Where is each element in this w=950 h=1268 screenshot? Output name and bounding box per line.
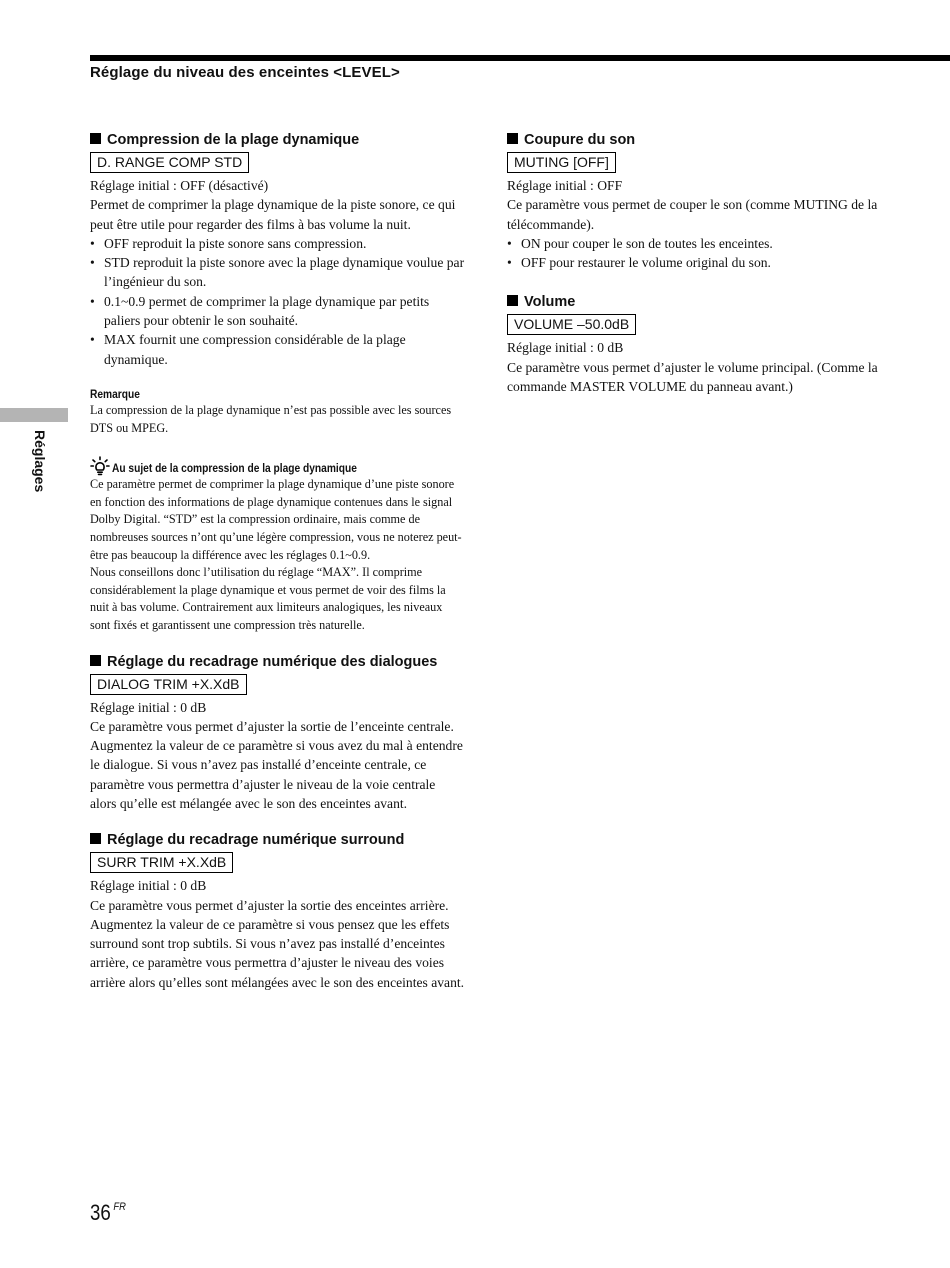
display-readout: DIALOG TRIM +X.XdB: [90, 674, 247, 695]
tip-heading: Au sujet de la compression de la plage dynamique: [112, 461, 357, 476]
lightbulb-hint-icon: [90, 456, 110, 476]
section-surround-trim: [90, 830, 465, 992]
section-heading: Volume: [507, 292, 887, 312]
tip-text: Nous conseillons donc l’utilisation du réglage “MAX”. Il comprime considérablement la plage dynamique et vous permet de voir des films la nuit à bas volume. Contrairement aux limiteurs analogiques, les niveaux sont fixés et garantissent une compression très naturelle.: [90, 565, 446, 632]
body-text: Augmentez la valeur de ce paramètre si vous pensez que les effets surround sont trop subtils. Si vous n’avez pas installé d’enceintes arrière, ce paramètre vous permettra d’ajuster le niveau des voies arrière alors qu’elles sont mélangées avec le son des enceintes avant.: [90, 916, 465, 990]
square-bullet-icon: [90, 133, 101, 144]
section-drc: [90, 130, 465, 369]
page-language-code: FR: [113, 1201, 126, 1213]
section-heading: Réglage du recadrage numérique des dialogues: [90, 652, 465, 672]
initial-setting: Réglage initial : OFF (désactivé): [90, 178, 269, 193]
list-item: • 0.1~0.9 permet de comprimer la plage dynamique par petits paliers pour obtenir le son souhaité.: [90, 292, 465, 331]
tip-text: Ce paramètre permet de comprimer la plage dynamique d’une piste sonore en fonction des informations de plage dynamique contenues dans le signal Dolby Digital. “STD” est la compression ordinaire, mais comme de nombreuses sources n’ont qu’une légère compression, vous ne noterez peut-être pas beaucoup la différence avec les réglages 0.1~0.9.: [90, 477, 462, 562]
list-item: • MAX fournit une compression considérable de la plage dynamique.: [90, 330, 465, 369]
note-block: [90, 386, 465, 437]
list-item: • STD reproduit la piste sonore avec la plage dynamique voulue par l’ingénieur du son.: [90, 253, 465, 292]
body-text: Ce paramètre vous permet d’ajuster la sortie des enceintes arrière.: [90, 897, 449, 913]
square-bullet-icon: [507, 133, 518, 144]
note-heading: Remarque: [90, 386, 140, 401]
section-side-label: Réglages: [32, 430, 48, 493]
body-text: Ce paramètre vous permet d’ajuster le volume principal. (Comme la commande MASTER VOLUME du panneau avant.): [507, 359, 878, 395]
square-bullet-icon: [90, 833, 101, 844]
initial-setting: Réglage initial : OFF: [507, 178, 623, 193]
tip-block: [90, 456, 465, 634]
initial-setting: Réglage initial : 0 dB: [90, 878, 207, 894]
right-column: [507, 130, 887, 396]
square-bullet-icon: [507, 295, 518, 306]
display-readout: MUTING [OFF]: [507, 152, 616, 173]
display-readout: VOLUME –50.0dB: [507, 314, 636, 335]
body-text: Augmentez la valeur de ce paramètre si vous avez du mal à entendre le dialogue. Si vous n’avez pas installé d’enceinte centrale, ce paramètre vous permettra d’ajuster le niveau de la voie centrale alors qu’elle est mélangée avec le son des enceintes avant.: [90, 738, 463, 811]
page-title: Réglage du niveau des enceintes <LEVEL>: [90, 64, 400, 81]
header-rule: [90, 55, 950, 61]
note-text: La compression de la plage dynamique n’est pas possible avec les sources DTS ou MPEG.: [90, 402, 452, 435]
bullet-list: [507, 234, 887, 273]
list-item: • OFF pour restaurer le volume original du son.: [507, 253, 887, 272]
left-column: [90, 130, 465, 992]
square-bullet-icon: [90, 655, 101, 666]
display-readout: SURR TRIM +X.XdB: [90, 852, 233, 873]
page-number: 36 $^{FR}$: [90, 1200, 126, 1225]
body-text: Ce paramètre vous permet d’ajuster la sortie de l’enceinte centrale.: [90, 718, 454, 734]
body-text: Ce paramètre vous permet de couper le son (comme MUTING de la télécommande).: [507, 197, 878, 232]
list-item: • ON pour couper le son de toutes les enceintes.: [507, 234, 887, 253]
section-heading: Compression de la plage dynamique: [90, 130, 465, 150]
section-heading: Réglage du recadrage numérique surround: [90, 830, 465, 850]
section-heading: Coupure du son: [507, 130, 887, 150]
initial-setting: Réglage initial : 0 dB: [507, 340, 624, 356]
list-item: • OFF reproduit la piste sonore sans compression.: [90, 234, 465, 253]
section-dialog-trim: [90, 652, 465, 814]
section-tab-marker: [0, 408, 68, 422]
initial-setting: Réglage initial : 0 dB: [90, 699, 207, 715]
body-text: Permet de comprimer la plage dynamique de la piste sonore, ce qui peut être utile pour regarder des films à bas volume la nuit.: [90, 197, 456, 232]
section-volume: [507, 292, 887, 396]
bullet-list: [90, 234, 465, 369]
display-readout: D. RANGE COMP STD: [90, 152, 249, 173]
section-muting: [507, 130, 887, 272]
